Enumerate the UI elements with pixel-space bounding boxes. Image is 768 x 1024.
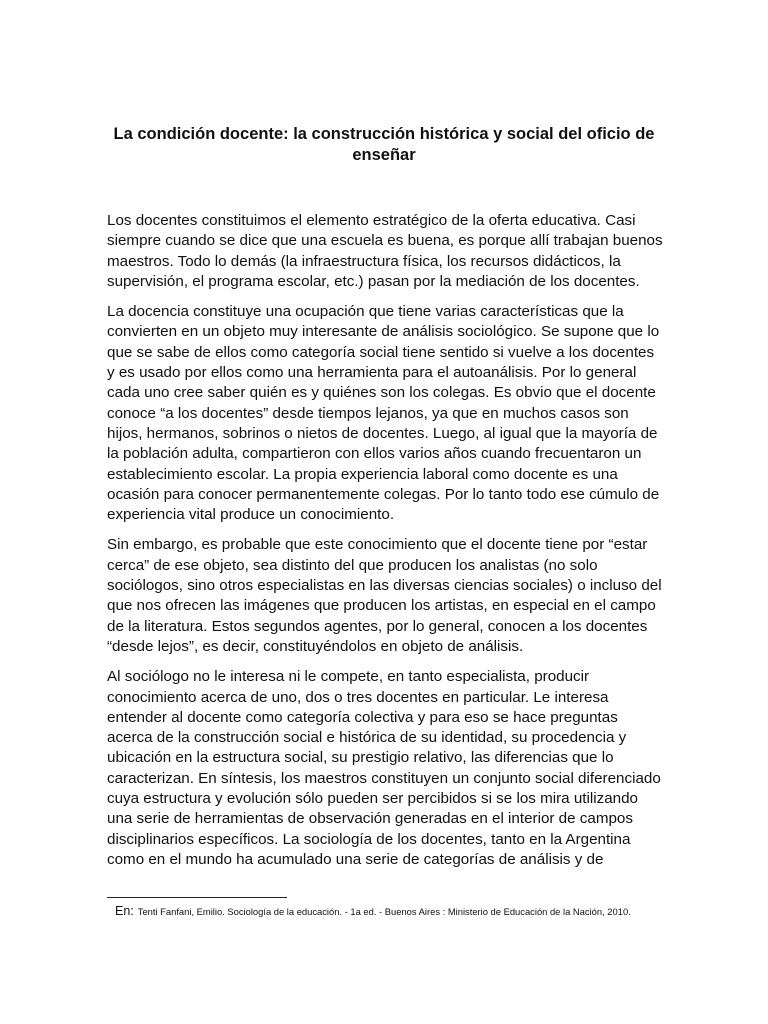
footnote-citation: Tenti Fanfani, Emilio. Sociología de la educación. - 1a ed. - Buenos Aires : Ministerio de Educación de la Nación, 2010. [137,906,631,917]
footnote-marker: En: [115,904,134,918]
paragraph-3: Sin embargo, es probable que este conocimiento que el docente tiene por “estar cerca” de ese objeto, sea distinto del que producen los analistas (no solo sociólogos, sino otros especialistas en las diversas ciencias sociales) o incluso del que nos ofrecen las imágenes que producen los artistas, en especial en el campo de la literatura. Estos segundos agentes, por lo general, conocen a los docentes “desde lejos”, es decir, constituyéndolos en objeto de análisis. [107,536,662,655]
document-body [107,211,663,880]
paragraph-4: Al sociólogo no le interesa ni le compete, en tanto especialista, producir conocimiento acerca de uno, dos o tres docentes en particular. Le interesa entender al docente como categoría colectiva y para eso se hace preguntas acerca de la construcción social e histórica de su identidad, su procedencia y ubicación en la estructura social, su prestigio relativo, las diferencias que lo caracterizan. En síntesis, los maestros constituyen un conjunto social diferenciado cuya estructura y evolución sólo pueden ser percibidos si se los mira utilizando una serie de herramientas de observación generadas en el interior de campos disciplinarios específicos. La sociología de los docentes, tanto en la Argentina como en el mundo ha acumulado una serie de categorías de análisis y de [107,668,661,868]
paragraph-1: Los docentes constituimos el elemento estratégico de la oferta educativa. Casi siempre cuando se dice que una escuela es buena, es porque allí trabajan buenos maestros. Todo lo demás (la infraestructura física, los recursos didácticos, la supervisión, el programa escolar, etc.) pasan por la mediación de los docentes. [107,212,663,290]
footnote [107,905,667,918]
paragraph-2: La docencia constituye una ocupación que tiene varias características que la convierten en un objeto muy interesante de análisis sociológico. Se supone que lo que se sabe de ellos como categoría social tiene sentido si vuelve a los docentes y es usado por ellos como una herramienta para el autoanálisis. Por lo general cada uno cree saber quién es y quiénes son los colegas. Es obvio que el docente conoce “a los docentes” desde tiempos lejanos, ya que en muchos casos son hijos, hermanos, sobrinos o nietos de docentes. Luego, al igual que la mayoría de la población adulta, compartieron con ellos varios años cuando frecuentaron un establecimiento escolar. La propia experiencia laboral como docente es una ocasión para conocer permanentemente colegas. Por lo tanto todo ese cúmulo de experiencia vital produce un conocimiento. [107,303,660,524]
document-title: La condición docente: la construcción histórica y social del oficio de enseñar [113,125,655,164]
footnote-separator [107,897,287,898]
